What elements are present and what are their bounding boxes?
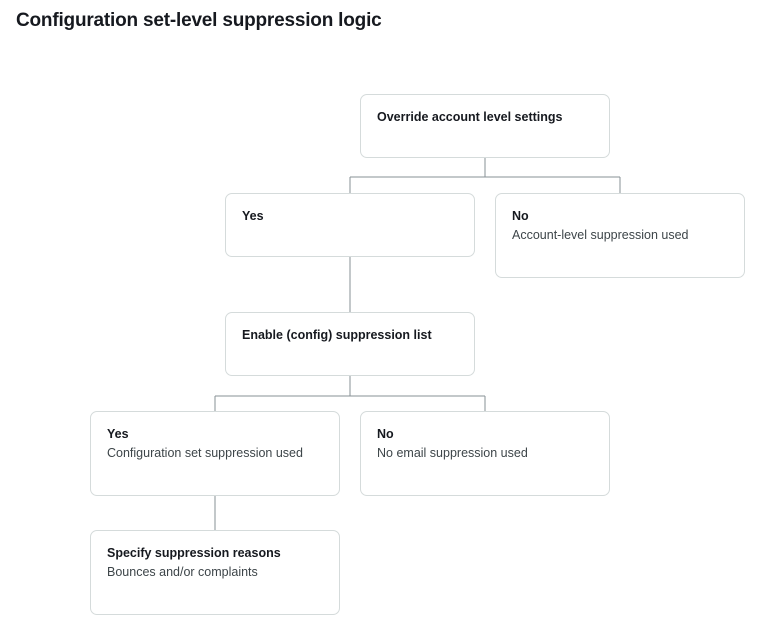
node-subtitle: No email suppression used — [377, 446, 528, 460]
node-subtitle: Configuration set suppression used — [107, 446, 303, 460]
node-title: Specify suppression reasons — [107, 546, 281, 560]
node-list-no — [360, 411, 610, 496]
node-list-yes — [90, 411, 340, 496]
node-override-account-level-settings — [360, 94, 610, 158]
page-title: Configuration set-level suppression logic — [16, 10, 382, 31]
node-title: No — [512, 209, 529, 223]
node-title: Yes — [107, 427, 129, 441]
node-title: Enable (config) suppression list — [242, 328, 432, 342]
node-override-yes — [225, 193, 475, 257]
node-specify-suppression-reasons — [90, 530, 340, 615]
node-title: No — [377, 427, 394, 441]
node-enable-config-suppression-list — [225, 312, 475, 376]
node-override-no — [495, 193, 745, 278]
node-subtitle: Bounces and/or complaints — [107, 565, 258, 579]
node-title: Override account level settings — [377, 110, 563, 124]
node-subtitle: Account-level suppression used — [512, 228, 689, 242]
node-title: Yes — [242, 209, 264, 223]
